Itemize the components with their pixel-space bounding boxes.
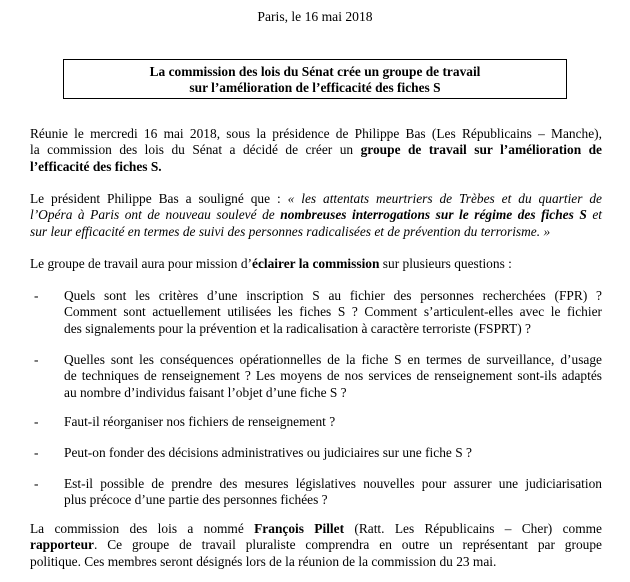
italic-text: l’Opéra à Paris ont de nouveau soulevé de — [30, 207, 281, 223]
paragraph-line: politique. Ces membres seront désignés lors de la réunion de la commission du 23 mai. — [30, 553, 497, 569]
paragraph-line — [30, 207, 602, 223]
bullet-dash: - — [34, 352, 39, 367]
list-item-line: Peut-on fonder des décisions administratives ou judiciaires sur une fiche S ? — [64, 445, 472, 460]
list-item-line: plus précoce d’une partie des personnes fichées ? — [64, 492, 328, 508]
text-run: La commission des lois a nommé — [30, 521, 255, 536]
paragraph-mission — [30, 256, 602, 272]
paragraph-intro — [30, 126, 602, 175]
paragraph-line — [30, 521, 602, 537]
list-item-line: Faut-il réorganiser nos fichiers de renseignement ? — [64, 414, 336, 429]
date-line: Paris, le 16 mai 2018 — [257, 9, 373, 24]
bold-text: éclairer la commission — [252, 256, 380, 271]
list-item-text — [64, 476, 602, 509]
list-item-line: au nombre d’individus faisant l’objet d’une fiche S ? — [64, 384, 347, 400]
bold-italic-text: nombreuses interrogations sur le régime des fiches S — [280, 207, 587, 223]
text-run: la commission des lois du Sénat a décidé de créer un — [30, 142, 361, 158]
paragraph-line — [30, 256, 602, 272]
italic-text: et — [586, 207, 602, 223]
bold-text: groupe de travail sur l’amélioration de — [360, 142, 603, 158]
text-run: . Ce groupe de travail pluraliste comprendra en outre un représentant par groupe — [93, 537, 602, 553]
bold-text: François Pillet — [254, 521, 345, 536]
list-item-line: des signalements pour la prévention et la radicalisation à caractère terroriste (FSPRT) ? — [64, 320, 531, 336]
list-item-text — [64, 445, 602, 461]
text-run: Le président Philippe Bas a souligné que : — [30, 191, 288, 206]
text-run: Le groupe de travail aura pour mission d’ — [30, 256, 252, 271]
italic-text: sur leur efficacité en termes de suivi des personnes radicalisées et de prévention du terrorisme. » — [30, 223, 551, 239]
list-item-text — [64, 414, 602, 430]
list-item-line: Comment sont actuellement utilisées les fiches S ? Comment s’articulent-elles avec le fichier — [64, 304, 602, 320]
list-item-text — [64, 352, 602, 401]
paragraph-quote — [30, 191, 602, 240]
list-item-text — [64, 288, 602, 337]
paragraph-line — [30, 159, 602, 175]
bullet-dash: - — [34, 288, 39, 303]
paragraph-line: Réunie le mercredi 16 mai 2018, sous la présidence de Philippe Bas (Les Républicains – Manche), — [30, 126, 602, 141]
title-line-1: La commission des lois du Sénat crée un groupe de travail — [149, 64, 481, 79]
list-item-line: de techniques de renseignement ? Les moyens de nos services de renseignement sont-ils adaptés — [64, 368, 602, 384]
list-item-line: Quels sont les critères d’une inscription S au fichier des personnes recherchées (FPR) ? — [64, 288, 602, 303]
title-line-2: sur l’amélioration de l’efficacité des fiches S — [189, 80, 441, 95]
paragraph-line — [30, 142, 602, 158]
list-item-line: Est-il possible de prendre des mesures législatives nouvelles pour assurer une judiciarisation — [64, 476, 602, 491]
paragraph-line — [30, 191, 602, 207]
bullet-dash: - — [34, 476, 39, 491]
title-box — [63, 59, 567, 99]
paragraph-rapporteur — [30, 521, 602, 570]
paragraph-line — [30, 537, 602, 553]
bullet-dash: - — [34, 445, 39, 460]
list-item-line: Quelles sont les conséquences opérationnelles de la fiche S en termes de surveillance, d’usage — [64, 352, 602, 367]
bold-text: rapporteur — [30, 537, 94, 553]
text-run: (Ratt. Les Républicains – Cher) comme — [344, 521, 602, 536]
bold-text: l’efficacité des fiches S. — [30, 158, 162, 174]
text-run: sur plusieurs questions : — [379, 256, 512, 271]
paragraph-line — [30, 224, 602, 240]
bullet-dash: - — [34, 414, 39, 429]
italic-text: « les attentats meurtriers de Trèbes et du quartier de — [287, 191, 602, 206]
